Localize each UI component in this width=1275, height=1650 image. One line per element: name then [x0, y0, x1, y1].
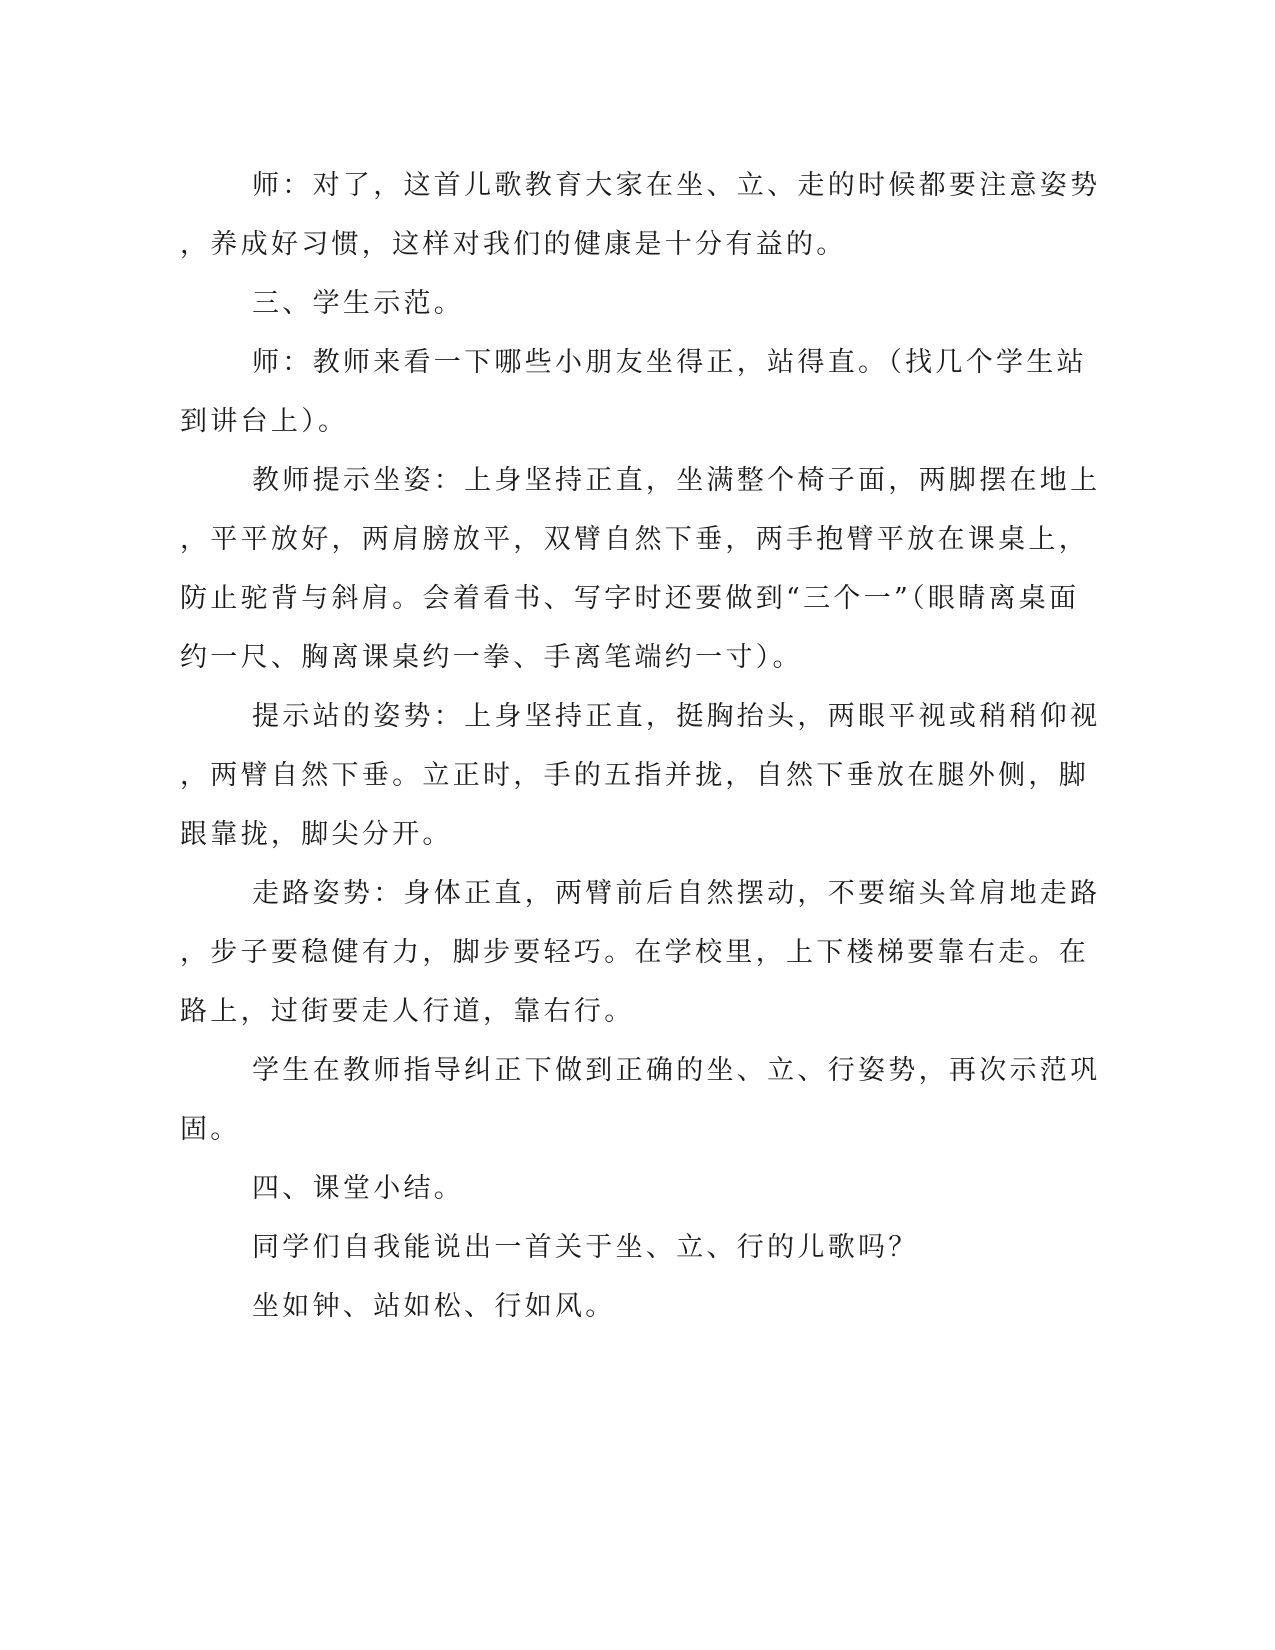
text-line: ，养成好习惯，这样对我们的健康是十分有益的。 — [180, 229, 847, 260]
text-line: 坐如钟、站如松、行如风。 — [252, 1291, 616, 1322]
text-line: 跟靠拢，脚尖分开。 — [180, 819, 453, 850]
text-line: 师：对了，这首儿歌教育大家在坐、立、走的时候都要注意姿势 — [252, 170, 1101, 201]
text-line: 路上，过街要走人行道，靠右行。 — [180, 996, 635, 1027]
text-line: 约一尺、胸离课桌约一拳、手离笔端约一寸）。 — [180, 642, 803, 673]
text-line: ，平平放好，两肩膀放平，双臂自然下垂，两手抱臂平放在课桌上， — [180, 524, 1089, 555]
text-line: 到讲台上）。 — [180, 406, 349, 437]
section-heading: 三、学生示范。 — [252, 288, 465, 319]
text-line: 防止驼背与斜肩。会着看书、写字时还要做到“三个一”（眼睛离桌面 — [180, 583, 1080, 614]
text-line: ，两臂自然下垂。立正时，手的五指并拢，自然下垂放在腿外侧，脚 — [180, 760, 1089, 791]
text-line: 走路姿势：身体正直，两臂前后自然摆动，不要缩头耸肩地走路 — [252, 878, 1101, 909]
text-line: 提示站的姿势：上身坚持正直，挺胸抬头，两眼平视或稍稍仰视 — [252, 701, 1101, 732]
section-heading: 四、课堂小结。 — [252, 1173, 465, 1204]
text-line: 固。 — [180, 1114, 241, 1145]
text-line: 同学们自我能说出一首关于坐、立、行的儿歌吗？ — [252, 1232, 919, 1263]
text-line: 教师提示坐姿：上身坚持正直，坐满整个椅子面，两脚摆在地上 — [252, 465, 1101, 496]
text-line: 学生在教师指导纠正下做到正确的坐、立、行姿势，再次示范巩 — [252, 1055, 1101, 1086]
text-line: ，步子要稳健有力，脚步要轻巧。在学校里，上下楼梯要靠右走。在 — [180, 937, 1089, 968]
document-body — [180, 156, 1101, 1336]
text-line: 师：教师来看一下哪些小朋友坐得正，站得直。（找几个学生站 — [252, 347, 1087, 378]
